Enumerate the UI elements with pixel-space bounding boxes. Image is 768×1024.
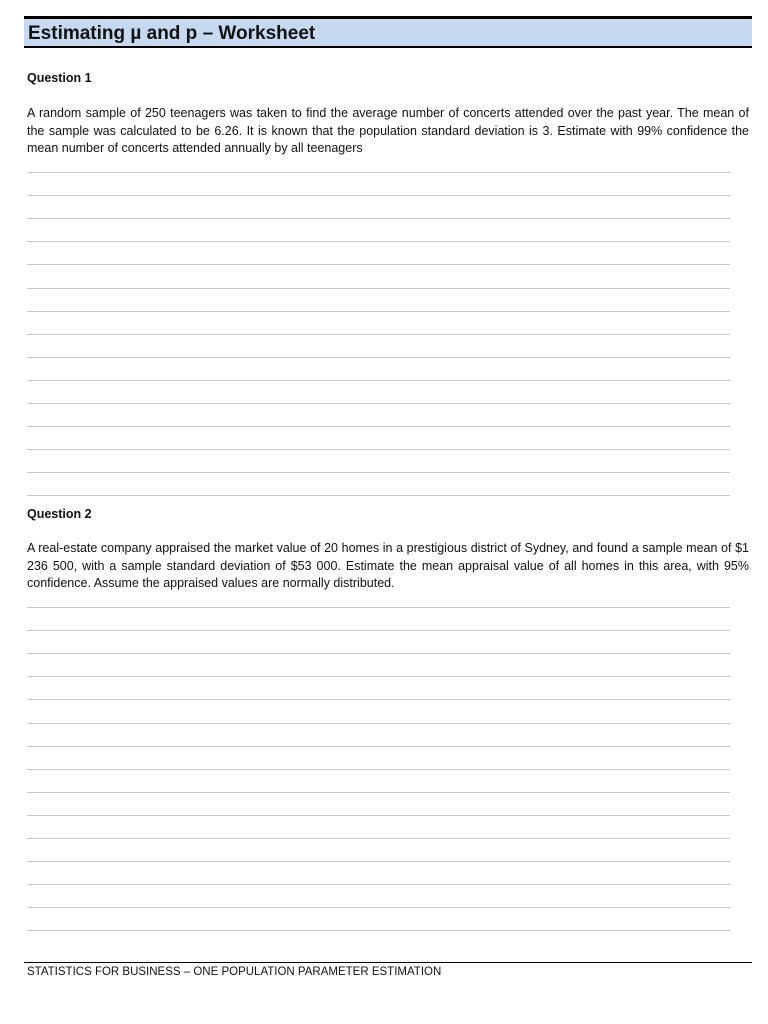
footer-divider xyxy=(24,962,752,963)
answer-line xyxy=(27,218,730,219)
answer-line xyxy=(27,264,730,265)
answer-line xyxy=(27,699,730,700)
answer-line xyxy=(27,403,730,404)
answer-line xyxy=(27,907,730,908)
answer-line xyxy=(27,930,730,931)
answer-line xyxy=(27,653,730,654)
answer-line xyxy=(27,449,730,450)
worksheet-title: Estimating µ and p – Worksheet xyxy=(28,23,316,44)
answer-line xyxy=(27,884,730,885)
page-footer: STATISTICS FOR BUSINESS – ONE POPULATION PARAMETER ESTIMATION xyxy=(27,966,442,978)
answer-line xyxy=(27,723,730,724)
question-1-heading: Question 1 xyxy=(27,71,92,85)
answer-line xyxy=(27,746,730,747)
answer-line xyxy=(27,311,730,312)
answer-line xyxy=(27,676,730,677)
question-1-text: A random sample of 250 teenagers was taken to find the average number of concerts attended over the past year. The mean of the sample was calculated to be 6.26. It is known that the population standard deviation is 3. Estimate with 99% confidence the mean number of concerts attended annually by all teenagers xyxy=(27,106,749,155)
answer-line xyxy=(27,195,730,196)
answer-line xyxy=(27,241,730,242)
answer-line xyxy=(27,861,730,862)
question-2-heading: Question 2 xyxy=(27,507,92,521)
answer-line xyxy=(27,495,730,496)
answer-line xyxy=(27,838,730,839)
answer-line xyxy=(27,630,730,631)
question-2-answer-area[interactable] xyxy=(27,607,730,933)
answer-line xyxy=(27,288,730,289)
question-2-text: A real-estate company appraised the market value of 20 homes in a prestigious district of Sydney, and found a sample mean of $1 236 500, with a sample standard deviation of $53 000. Estimate the mean appraisal value of all homes in this area, with 95% confidence. Assume the appraised values are normally distributed. xyxy=(27,541,749,590)
answer-line xyxy=(27,426,730,427)
answer-line xyxy=(27,172,730,173)
answer-line xyxy=(27,472,730,473)
answer-line xyxy=(27,334,730,335)
answer-line xyxy=(27,380,730,381)
answer-line xyxy=(27,769,730,770)
worksheet-title-bar xyxy=(24,16,752,48)
answer-line xyxy=(27,357,730,358)
question-1-answer-area[interactable] xyxy=(27,172,730,498)
answer-line xyxy=(27,792,730,793)
answer-line xyxy=(27,815,730,816)
answer-line xyxy=(27,607,730,608)
